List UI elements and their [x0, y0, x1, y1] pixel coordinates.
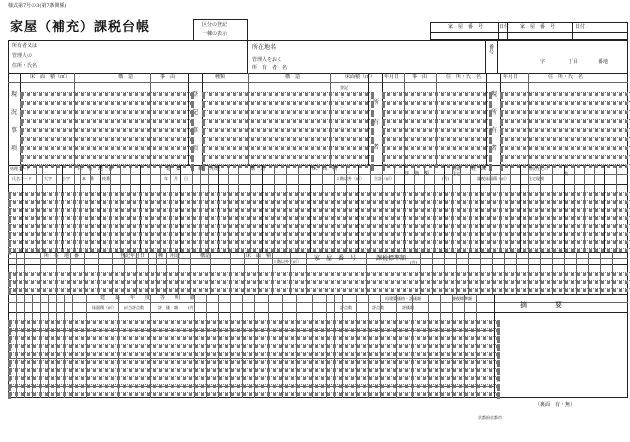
owner-row-line [382, 146, 492, 150]
grid-row-line [8, 240, 630, 244]
current-owner-row-line [500, 101, 630, 105]
sec3-yen-unit: (円) [410, 260, 418, 265]
registration-mark: ・ [340, 105, 344, 110]
registration-mark: ・ [340, 115, 344, 120]
date-header-1: 日付 [499, 24, 510, 30]
current-owner-address-header: 住 所・氏 名 [548, 74, 584, 80]
sec3-structure-header: 構造 [200, 253, 211, 259]
owner-row-line [382, 101, 492, 105]
registration-side-3: 事 [192, 127, 199, 134]
chome-label: 丁目 [568, 59, 579, 65]
sec4-row-line [8, 336, 500, 340]
build-day: 日 [184, 176, 188, 181]
status-structure-header: 構 造 [118, 74, 134, 80]
sec4-floor-header: 床面積（㎡） [92, 305, 116, 310]
kind-header: 種 [198, 166, 204, 172]
owner-label-3: 住所・氏名 [12, 63, 38, 69]
registration-structure-header: 構 造 [285, 74, 301, 80]
sec4-row-line [8, 320, 500, 324]
owner-row-line [382, 92, 492, 96]
sec3-tax-standard-header: 課税標準額 [376, 255, 407, 262]
count-header: 数 [564, 171, 568, 176]
name-code-header: 氏名コード [12, 176, 32, 181]
oaza-header: 大字 [44, 176, 52, 181]
owner-row-line [382, 119, 492, 123]
status-row-line [20, 128, 194, 132]
status-side-4: 項 [11, 145, 18, 152]
build-header: 建 築 [166, 166, 182, 172]
sec3-row-line [8, 280, 630, 284]
sec3-registration-date-header: 登記年月日 [120, 253, 146, 259]
registration-mark: ・ [340, 145, 344, 150]
sec3-use-header: 用途 [170, 253, 181, 259]
status-row-line [20, 137, 194, 141]
sec4-row-line [8, 376, 500, 380]
aza-label: 字 [540, 59, 546, 65]
sec4-row-line [8, 344, 500, 348]
owner-row-line [382, 155, 492, 159]
owner-label-2: 管理人の [12, 53, 33, 59]
registration-side-4: 項 [192, 145, 199, 152]
house-number-header-1: 家 屋 番 号 [448, 24, 484, 30]
current-owner-side-2: 所 [491, 109, 498, 116]
grid-row-line [8, 200, 630, 204]
owner-row-line [382, 110, 492, 114]
status-row-line [20, 146, 194, 150]
current-owner-side-4: 者 [491, 145, 498, 152]
location-number-header: 所 在 地 番 [78, 166, 114, 172]
registration-mark: 登記 [340, 85, 348, 90]
owner-label-1: 所有者又は [12, 43, 38, 49]
registration-row-line [202, 119, 374, 123]
taxable-floor-header: 課税床面積（㎡） [477, 176, 509, 181]
status-row-line [20, 110, 194, 114]
footer-sub: 京都府京都市 [478, 415, 502, 420]
sec4-row-line [8, 368, 500, 372]
owner-row-line [382, 128, 492, 132]
grid-row-line [8, 224, 630, 228]
sec3-kind-header: 種 [158, 253, 164, 259]
grid-row-line [8, 232, 630, 236]
current-owner-row-line [500, 119, 630, 123]
registration-row-line [202, 125, 374, 132]
sec4-row-line [8, 352, 500, 356]
sec4-block-line [8, 358, 494, 359]
sec4-yen-unit: (円) [188, 305, 196, 310]
ledger-title: 家屋（補充）課税台帳 [10, 20, 151, 35]
sec4-evaluation-header: 評 価 額 [158, 305, 178, 310]
grid-row-line [8, 248, 630, 252]
current-owner-row-line [500, 137, 630, 141]
total-floor-header: 合計（㎡） [374, 176, 394, 181]
floor-area-header: 床 面 積 [312, 166, 338, 172]
registration-floor-header: 床面積（㎡） [345, 74, 376, 80]
sec3-row-line [8, 288, 630, 292]
grid-row-line [8, 192, 630, 196]
sec4-build-details-header: 建 築 年 度 等 明 細 [100, 295, 196, 301]
sec4-block-line [8, 386, 494, 387]
levied-house-header: 徴収住宅の [528, 166, 548, 171]
registration-side-2: 記 [192, 109, 199, 116]
status-row-line [20, 119, 194, 123]
branch-lot-header: 枝番 [102, 176, 110, 181]
status-row-line [20, 155, 194, 159]
registration-mark: ・ [340, 95, 344, 100]
sec4-row-line [8, 360, 500, 364]
current-owner-row-line [500, 155, 630, 159]
structure-header: 構 造 [250, 166, 266, 172]
status-row-line [20, 92, 194, 96]
status-floor-area-header: 床 面 積（㎡） [30, 74, 71, 80]
registration-row-line [202, 92, 374, 96]
status-side-1: 現 [11, 91, 18, 98]
sec3-row-line [8, 272, 630, 276]
sec3-non-first-floor-header: １階以外（㎡） [273, 259, 301, 264]
classification-line2: 一棟の表示 [202, 31, 228, 37]
current-owner-row-line [500, 110, 630, 114]
registration-mark: ・ [340, 125, 344, 130]
sec3-house-number-header: 家 屋 番 号 [314, 255, 357, 262]
current-owner-side-3: 有 [491, 127, 498, 134]
sec4-point-header: 評点数 [340, 305, 352, 310]
yen-unit-1: (円) [442, 176, 450, 181]
sec4-unit-point-header: ㎡当評点数 [124, 305, 144, 310]
sec3-floor-header: 床 面 積 [246, 253, 272, 259]
current-owner-row-line [500, 128, 630, 132]
status-row-line [20, 101, 194, 105]
current-owner-row-line [500, 92, 630, 96]
back-side-note: （裏面 有・無） [535, 402, 576, 408]
registration-row-line [202, 155, 374, 159]
registration-kind-header: 種類 [215, 74, 226, 80]
owner-matter-header: 事 由 [412, 74, 428, 80]
non-first-floor-header: １階以外（㎡） [336, 176, 364, 181]
status-side-2: 況 [11, 109, 18, 116]
house-scale-header: 住宅現模 [528, 176, 544, 181]
house-header: 住宅 [452, 171, 460, 176]
grid-row-line [8, 216, 630, 220]
build-month: 月 [174, 176, 178, 181]
house-number-header-2: 家 屋 番 号 [520, 24, 556, 30]
date-header-2: 日付 [575, 24, 586, 30]
owner-row-line [382, 137, 492, 141]
owner-side-1: 所 [373, 99, 380, 106]
sec4-rebuild-evaluation-header: 再建築価格・評価額 [385, 296, 421, 301]
current-owner-side-1: 現 [491, 91, 498, 98]
build-year: 年 [164, 176, 168, 181]
registration-row-line [202, 137, 374, 141]
current-owner-date-header: 年月日 [503, 74, 519, 80]
use-header: 用途 [210, 166, 221, 172]
evaluation-header: 評 価 額 [404, 171, 430, 177]
current-owner-row-line [500, 146, 630, 150]
main-lot-header: 本 番 [82, 176, 94, 181]
registration-mark: ・ [340, 135, 344, 140]
classification-line1: 区分の登記 [202, 22, 228, 28]
owner-address-header: 住 所・氏 名 [446, 74, 482, 80]
registration-row-line [202, 110, 374, 114]
sec4-row-line [8, 392, 500, 396]
sec4-tax-standard-header: 課税標準額 [452, 296, 472, 301]
registration-row-line [202, 146, 374, 150]
manager-label-2: 所 有 者 名 [252, 65, 288, 71]
location-label: 所在地名 [252, 44, 277, 51]
grid-row-line [8, 208, 630, 212]
banchi-label: 番地 [598, 59, 609, 65]
owner-side-2: 有 [373, 119, 380, 126]
relief-header: 軽 減 [471, 166, 487, 172]
registration-row-line [202, 101, 374, 105]
owner-side-3: 者 [373, 144, 380, 151]
sec4-remarks-header: 摘 要 [520, 301, 562, 309]
processing-code-header: 処理コード [10, 166, 30, 171]
sec3-location-header: 所 在 地 番 [44, 253, 80, 259]
status-matter-header: 事 由 [160, 74, 176, 80]
sec4-yearly-point-header: 評点数 [372, 305, 384, 310]
sec4-block-line [8, 330, 494, 331]
number-label: 番号 [488, 44, 494, 54]
sec4-evaluation-2-header: 評価額 [402, 305, 414, 310]
manager-label-1: 管理人をおく [252, 57, 283, 63]
status-side-3: 事 [11, 127, 18, 134]
owner-date-header: 年月日 [384, 74, 400, 80]
new-build-header: 新築 [452, 166, 460, 171]
koaza-header: 小字 [62, 176, 70, 181]
form-number: 様式第7号の3(第7条関係) [8, 3, 67, 9]
registration-side-1: 登 [192, 91, 199, 98]
